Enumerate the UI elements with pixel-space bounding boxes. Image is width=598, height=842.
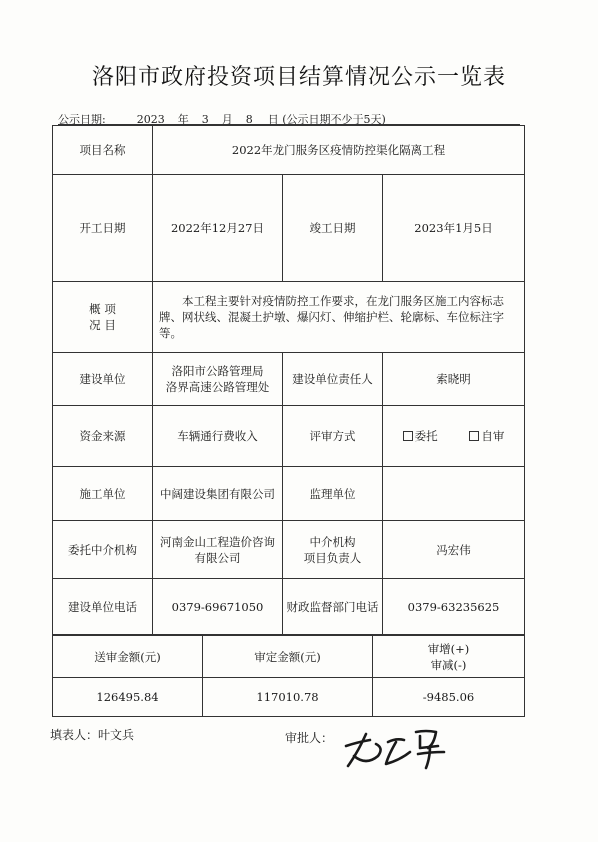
agency-head-value: 冯宏伟 (383, 521, 525, 579)
agency-label: 委托中介机构 (53, 521, 153, 579)
approved-amount-value: 117010.78 (203, 678, 373, 717)
difference-label (373, 636, 525, 678)
amounts-table (52, 635, 525, 717)
builder-value-line2: 洛界高速公路管理处 (165, 380, 270, 394)
agency-head-label-line1: 中介机构 (309, 534, 356, 549)
date-day: 8 (245, 113, 253, 126)
contractor-label: 施工单位 (53, 467, 153, 521)
end-date-value: 2023年1月5日 (383, 175, 525, 282)
agency-value-line2: 有限公司 (194, 550, 241, 565)
builder-value-line1: 洛阳市公路管理局 (171, 364, 264, 378)
table-row (53, 678, 525, 717)
supervisor-label: 监理单位 (283, 467, 383, 521)
submitted-amount-label: 送审金额(元) (53, 636, 203, 678)
builder-phone-value: 0379-69671050 (153, 579, 283, 635)
checkbox-icon (403, 431, 413, 441)
funding-label: 资金来源 (53, 406, 153, 467)
overview-text: 本工程主要针对疫情防控工作要求，在龙门服务区施工内容标志牌、网状线、混凝土护墩、爆闪灯、伸缩护栏、轮廓标、车位标注字等。 (153, 282, 525, 353)
difference-label-line1: 审增(+) (427, 641, 470, 656)
review-option-self[interactable]: 自审 (469, 428, 504, 444)
end-date-label: 竣工日期 (283, 175, 383, 282)
overview-label (53, 282, 153, 353)
start-date-label: 开工日期 (53, 175, 153, 282)
project-name-label: 项目名称 (53, 126, 153, 175)
table-row (53, 467, 525, 521)
agency-value-line1: 河南金山工程造价咨询 (160, 534, 275, 549)
finance-phone-label: 财政监督部门电话 (283, 579, 383, 635)
agency-head-label-line2: 项目负责人 (303, 550, 362, 565)
table-row (53, 126, 525, 175)
date-month: 3 (201, 113, 209, 126)
agency-value (153, 521, 283, 579)
table-row (53, 282, 525, 353)
date-note: (公示日期不少于5天) (282, 113, 386, 126)
builder-label: 建设单位 (53, 353, 153, 406)
supervisor-value (383, 467, 525, 521)
project-name-value: 2022年龙门服务区疫情防控渠化隔离工程 (153, 126, 525, 175)
start-date-value: 2022年12月27日 (153, 175, 283, 282)
difference-value: -9485.06 (373, 678, 525, 717)
review-option-entrust[interactable]: 委托 (403, 428, 438, 444)
date-day-unit: 日 (267, 113, 279, 126)
table-row (53, 353, 525, 406)
table-row (53, 175, 525, 282)
overview-label-line2: 况 目 (89, 318, 116, 332)
review-method-options (383, 406, 525, 467)
filler-name: 填表人：叶文兵 (50, 728, 135, 742)
table-row (53, 579, 525, 635)
review-method-label: 评审方式 (283, 406, 383, 467)
submitted-amount-value: 126495.84 (53, 678, 203, 717)
finance-phone-value: 0379-63235625 (383, 579, 525, 635)
handwritten-signature (340, 722, 460, 772)
builder-responsible-label: 建设单位责任人 (283, 353, 383, 406)
date-label: 公示日期: (58, 113, 106, 126)
date-month-unit: 月 (221, 113, 233, 126)
approver-label: 审批人： (285, 731, 334, 745)
builder-phone-label: 建设单位电话 (53, 579, 153, 635)
page-title: 洛阳市政府投资项目结算情况公示一览表 (91, 65, 506, 90)
table-row (53, 636, 525, 678)
checkbox-icon (469, 431, 479, 441)
table-row (53, 406, 525, 467)
builder-responsible-value: 索晓明 (383, 353, 525, 406)
builder-value (153, 353, 283, 406)
funding-value: 车辆通行费收入 (153, 406, 283, 467)
date-year-unit: 年 (177, 113, 189, 126)
table-row (53, 521, 525, 579)
overview-label-line1: 概 项 (89, 302, 116, 316)
date-year: 2023 (136, 113, 165, 126)
agency-head-label (283, 521, 383, 579)
settlement-table (52, 125, 525, 635)
approved-amount-label: 审定金额(元) (203, 636, 373, 678)
contractor-value: 中阔建设集团有限公司 (153, 467, 283, 521)
difference-label-line2: 审减(-) (430, 657, 467, 672)
